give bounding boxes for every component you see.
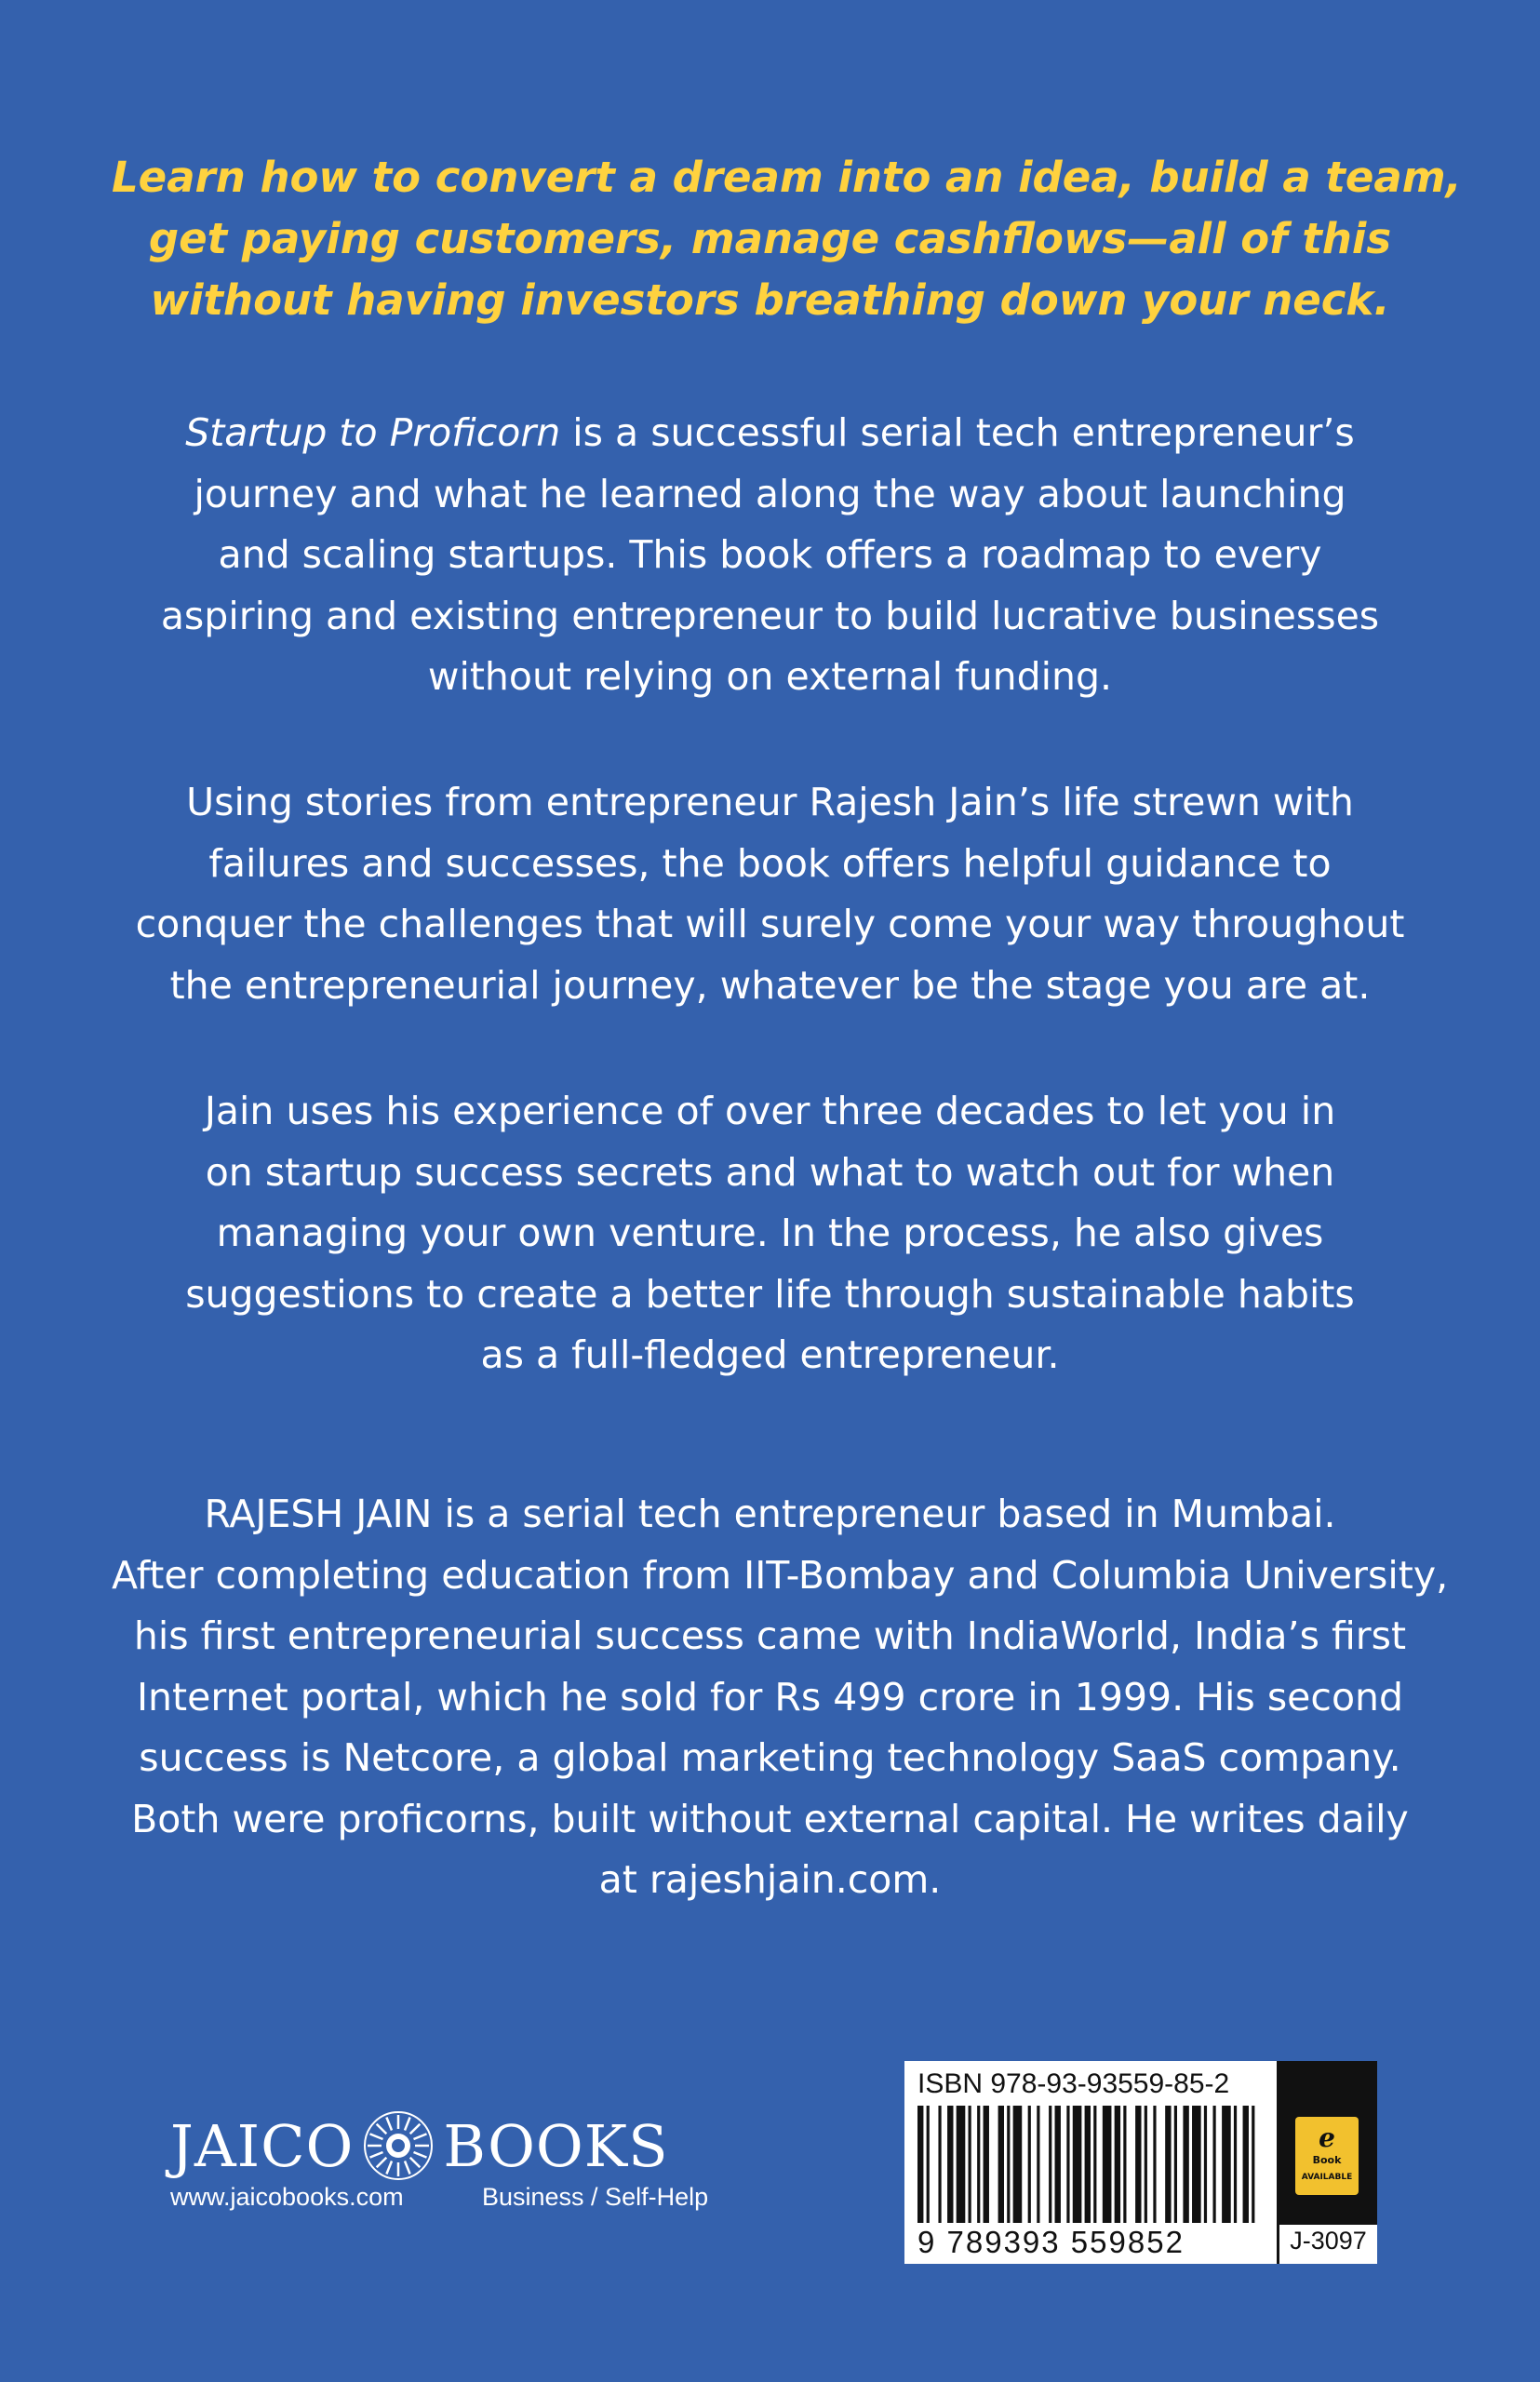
author-bio bbox=[112, 1484, 1449, 1911]
barcode-digits: 9 789393 559852 bbox=[917, 2225, 1185, 2259]
paragraph-line: the entrepreneurial journey, whatever be the stage you are at. bbox=[169, 962, 1371, 1008]
bio-line: Both were proficorns, built without external capital. He writes daily bbox=[131, 1796, 1409, 1841]
publisher-logo bbox=[170, 2108, 669, 2183]
catalog-code: J-3097 bbox=[1279, 2225, 1377, 2264]
bio-line: RAJESH JAIN is a serial tech entrepreneur based in Mumbai. bbox=[204, 1492, 1336, 1536]
publisher-website: www.jaicobooks.com bbox=[170, 2183, 404, 2211]
ebook-letter: e bbox=[1319, 2122, 1335, 2153]
description-paragraph-1 bbox=[130, 403, 1410, 708]
ebook-word: Book bbox=[1312, 2154, 1342, 2166]
tagline-line: Learn how to convert a dream into an idea, build a team, bbox=[112, 153, 1462, 202]
paragraph-line bbox=[130, 403, 1410, 464]
paragraph-line: Using stories from entrepreneur Rajesh Jain’s life strewn with bbox=[186, 780, 1354, 824]
bio-line: at rajeshjain.com. bbox=[598, 1857, 942, 1902]
ebook-available-label: AVAILABLE bbox=[1301, 2173, 1353, 2182]
paragraph-line: as a full-fledged entrepreneur. bbox=[480, 1332, 1060, 1377]
paragraph-line: failures and successes, the book offers helpful guidance to bbox=[208, 840, 1332, 886]
publisher-name-right: BOOKS bbox=[443, 2111, 669, 2180]
paragraph-line: without relying on external funding. bbox=[427, 654, 1113, 699]
ebook-available-icon bbox=[1295, 2117, 1359, 2195]
tagline-line: get paying customers, manage cashflows—all of this bbox=[148, 214, 1392, 263]
tagline-line: without having investors breathing down your neck. bbox=[150, 275, 1390, 325]
paragraph-line: on startup success secrets and what to watch out for when bbox=[205, 1149, 1335, 1195]
paragraph-line: managing your own venture. In the process, he also gives bbox=[216, 1211, 1324, 1255]
paragraph-line: suggestions to create a better life through sustainable habits bbox=[185, 1271, 1355, 1317]
book-title: Startup to Proficorn bbox=[185, 410, 561, 455]
publisher-name-left: JAICO bbox=[170, 2111, 355, 2180]
bio-line: After completing education from IIT-Bombay and Columbia University, bbox=[112, 1552, 1449, 1598]
barcode-icon bbox=[917, 2106, 1264, 2223]
description-paragraph-3 bbox=[130, 1081, 1410, 1386]
description-paragraph-2 bbox=[130, 772, 1410, 1016]
paragraph-line: and scaling startups. This book offers a roadmap to every bbox=[218, 532, 1322, 577]
sun-emblem-icon bbox=[363, 2110, 434, 2181]
paragraph-line: journey and what he learned along the way about launching bbox=[194, 471, 1346, 516]
paragraph-text: is a successful serial tech entrepreneur’s bbox=[560, 410, 1355, 455]
paragraph-line: aspiring and existing entrepreneur to build lucrative businesses bbox=[160, 593, 1380, 638]
barcode-panel bbox=[904, 2061, 1377, 2264]
paragraph-line: Jain uses his experience of over three decades to let you in bbox=[204, 1089, 1336, 1133]
bio-line: his first entrepreneurial success came with IndiaWorld, India’s first bbox=[133, 1613, 1407, 1658]
book-category: Business / Self-Help bbox=[482, 2183, 709, 2211]
isbn-label: ISBN 978-93-93559-85-2 bbox=[917, 2068, 1230, 2099]
bio-line: Internet portal, which he sold for Rs 499 crore in 1999. His second bbox=[136, 1674, 1404, 1720]
bio-line: success is Netcore, a global marketing technology SaaS company. bbox=[139, 1735, 1401, 1780]
paragraph-line: conquer the challenges that will surely come your way throughout bbox=[135, 902, 1405, 946]
tagline bbox=[112, 147, 1462, 331]
